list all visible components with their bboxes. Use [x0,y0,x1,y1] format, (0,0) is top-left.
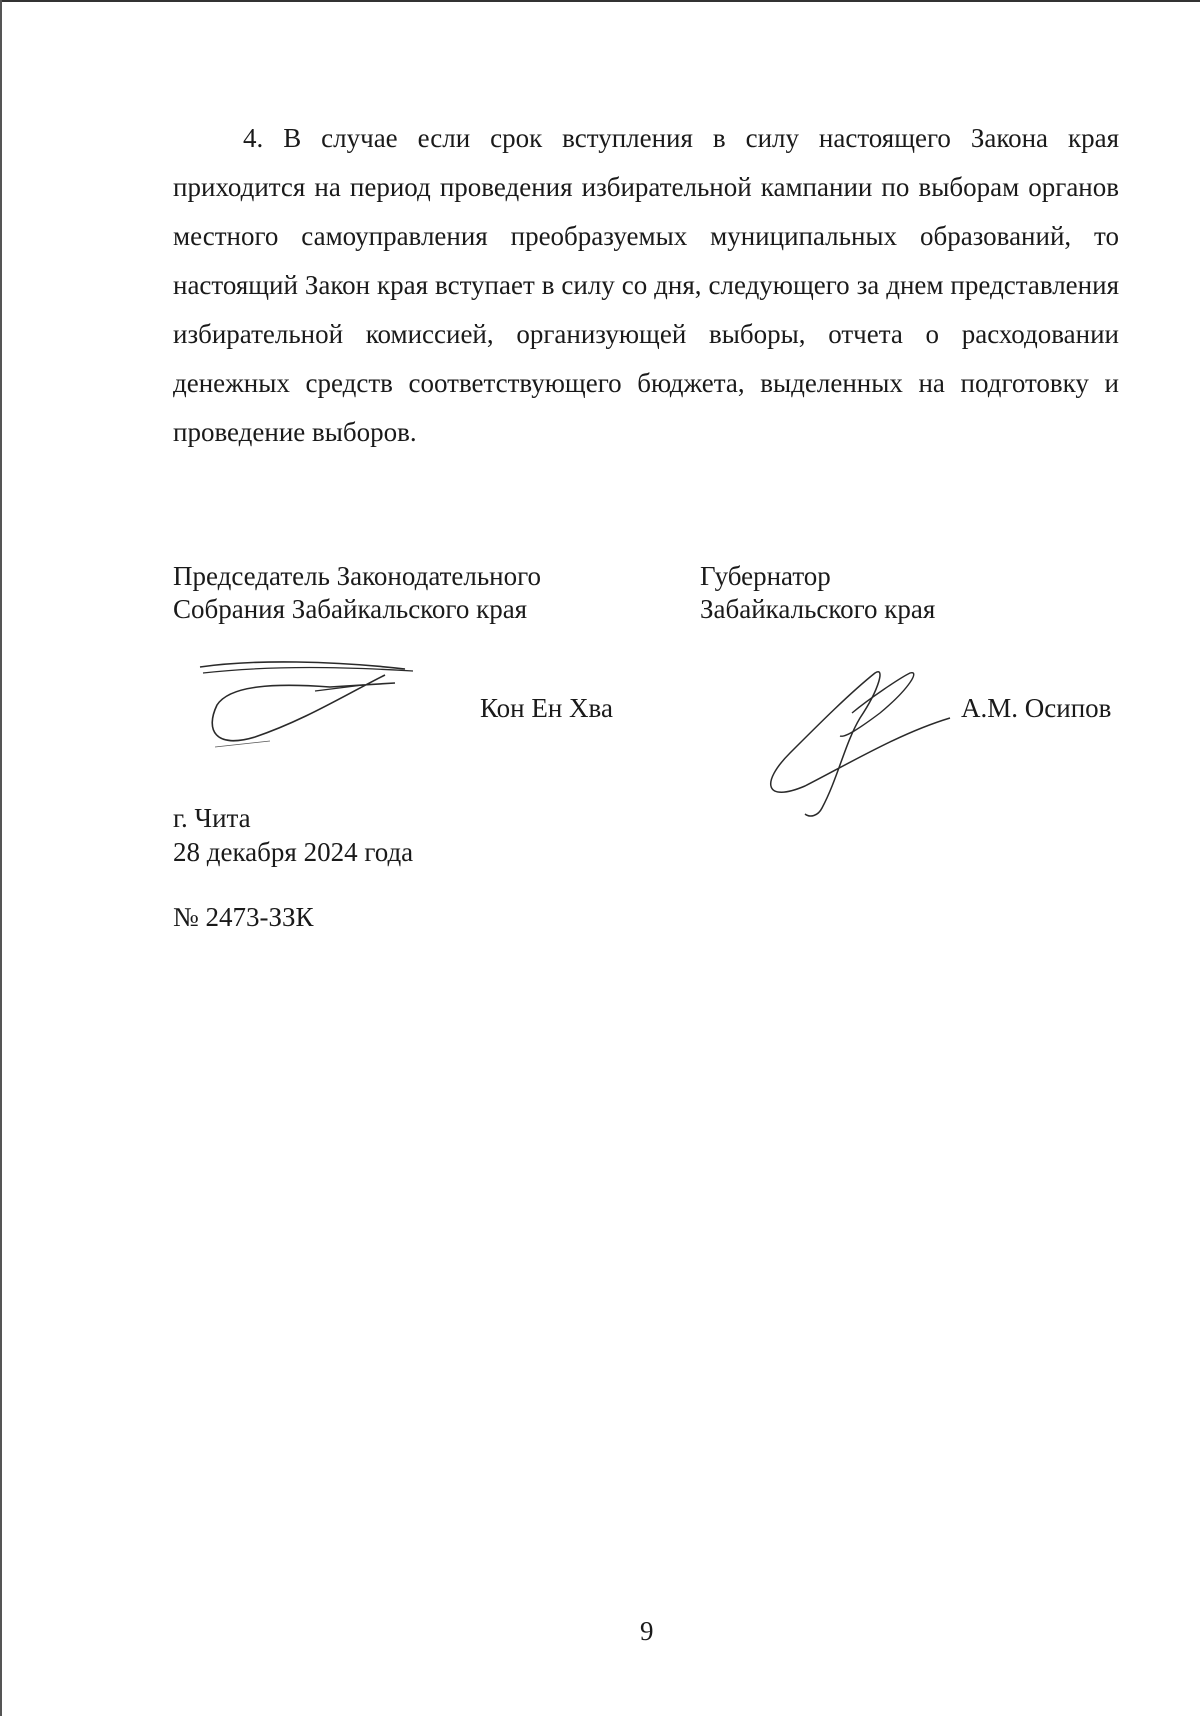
page-top-edge [0,0,1200,2]
left-signatory-name: Кон Ен Хва [480,693,613,723]
page-number: 9 [640,1616,654,1646]
left-handwritten-signature [195,655,435,755]
law-paragraph-4: 4. В случае если срок вступления в силу настоящего Закона края приходится на период проведения избирательной кампании по выборам органов местного самоуправления преобразуемых муниципальных образований, то настоящий Закон края вступает в силу со дня, следующего за днем представления избирательной комиссией, организующей выборы, отчета о расходовании денежных средств соответствующего бюджета, выделенных на подготовку и проведение выборов. [173,123,1119,447]
signing-date: 28 декабря 2024 года [173,837,414,867]
left-title-line2: Собрания Забайкальского края [173,594,528,624]
law-number: № 2473-ЗЗК [173,902,314,932]
right-handwritten-signature [760,668,960,828]
right-title-line2: Забайкальского края [700,594,936,624]
right-title-line1: Губернатор [700,561,831,591]
city: г. Чита [173,803,251,833]
page-left-edge [0,0,2,1716]
left-title-line1: Председатель Законодательного [173,561,542,591]
right-signatory-name: А.М. Осипов [961,693,1112,723]
left-signatory-title [173,560,623,626]
right-signatory-title [700,560,1100,626]
